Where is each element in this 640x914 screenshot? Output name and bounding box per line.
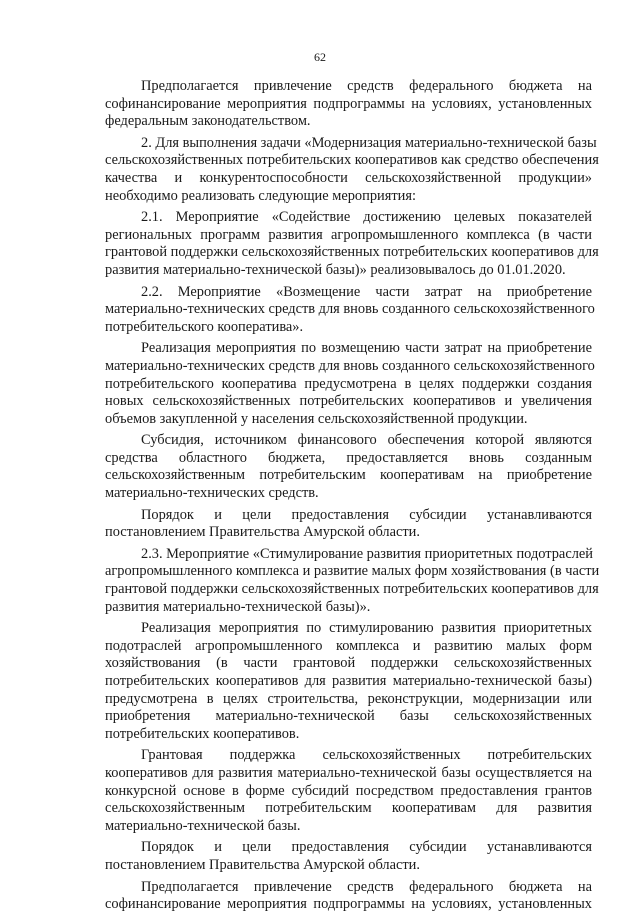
text-line: потребительского кооператива». [105,318,304,335]
text-line: региональных программ развития агропромышленного комплекса (в части [105,226,592,243]
text-line: агропромышленного комплекса и развитие малых форм хозяйствования (в части [105,563,600,580]
text-line: развития материально-технической базы)» реализовывалось до 01.01.2020. [105,261,566,278]
paragraph [105,283,595,337]
text-line: 2. Для выполнения задачи «Модернизация материально-технической базы [141,134,597,151]
text-line: объемов закупленной у населения сельскохозяйственной продукции. [105,410,528,427]
text-line: сельскохозяйственным потребительским кооперативам для развития [105,800,592,817]
text-line: средства областного бюджета, предоставляется вновь созданным [105,449,592,466]
paragraph [105,545,600,616]
text-line: постановлением Правительства Амурской области. [105,524,420,541]
text-line: кооперативов для развития материально-технической базы осуществляется на [105,764,592,781]
text-line: 2.2. Мероприятие «Возмещение части затрат на приобретение [141,283,592,300]
text-line: постановлением Правительства Амурской области. [105,856,420,873]
paragraph [105,209,599,279]
text-line: потребительского кооператива предусмотрена в целях поддержки создания [105,375,592,392]
paragraph [105,78,592,131]
text-line: сельскохозяйственным потребительским кооперативам на приобретение [105,467,592,484]
document-body [105,78,600,914]
text-line: материально-технических средств для вновь созданного сельскохозяйственного [105,301,595,318]
text-line: Порядок и цели предоставления субсидии устанавливаются [141,506,592,523]
page-number: 62 [314,50,326,64]
text-line: софинансирование мероприятия подпрограммы на условиях, установленных [105,95,592,112]
text-line: качества и конкурентоспособности сельскохозяйственной продукции» [105,169,592,186]
paragraph [105,879,592,914]
text-line: материально-технических средств для вновь созданного сельскохозяйственного [105,357,595,374]
paragraph [105,620,592,743]
text-line: 2.3. Мероприятие «Стимулирование развития приоритетных подотраслей [141,545,593,562]
text-line: Порядок и цели предоставления субсидии устанавливаются [141,839,592,856]
text-line: предусмотрена в целях строительства, реконструкции, модернизации или [105,690,592,707]
paragraph [105,340,595,428]
text-line: Грантовая поддержка сельскохозяйственных потребительских [141,747,592,764]
text-line: хозяйствования (в части грантовой поддержки сельскохозяйственных [105,655,592,672]
text-line: развития материально-технической базы)». [105,598,371,615]
paragraph [105,507,592,542]
text-line: федеральным законодательством. [105,113,311,130]
text-line: Реализация мероприятия по возмещению части затрат на приобретение [141,340,592,357]
text-line: Предполагается привлечение средств федерального бюджета на [141,78,592,94]
paragraph [105,432,592,502]
text-line: конкурсной основе в форме субсидий посредством предоставления грантов [105,782,592,799]
text-line: необходимо реализовать следующие мероприятия: [105,187,416,204]
text-line: новых сельскохозяйственных потребительских кооперативов и увеличения [105,393,592,410]
paragraph [105,134,599,205]
text-line: грантовой поддержки сельскохозяйственных потребительских кооперативов для [105,581,599,598]
paragraph [105,839,592,874]
text-line: Реализация мероприятия по стимулированию развития приоритетных [141,620,592,637]
text-line: потребительских кооперативов для развития материально-технической базы) [105,673,592,689]
text-line: сельскохозяйственных потребительских кооперативов как средство обеспечения [105,152,599,169]
text-line: потребительских кооперативов. [105,725,300,742]
text-line: подотраслей агропромышленного комплекса и развитию малых форм [105,637,592,654]
text-line: материально-технической базы. [105,817,301,834]
text-line: 2.1. Мероприятие «Содействие достижению целевых показателей [141,209,592,226]
text-line: софинансирование мероприятия подпрограммы на условиях, установленных [105,896,592,913]
text-line: Предполагается привлечение средств федерального бюджета на [141,878,592,895]
text-line: грантовой поддержки сельскохозяйственных потребительских кооперативов для [105,244,599,261]
text-line: приобретения материально-технической базы сельскохозяйственных [105,708,592,725]
paragraph [105,747,592,835]
text-line: Субсидия, источником финансового обеспечения которой являются [141,432,592,449]
text-line: материально-технических средств. [105,485,319,502]
